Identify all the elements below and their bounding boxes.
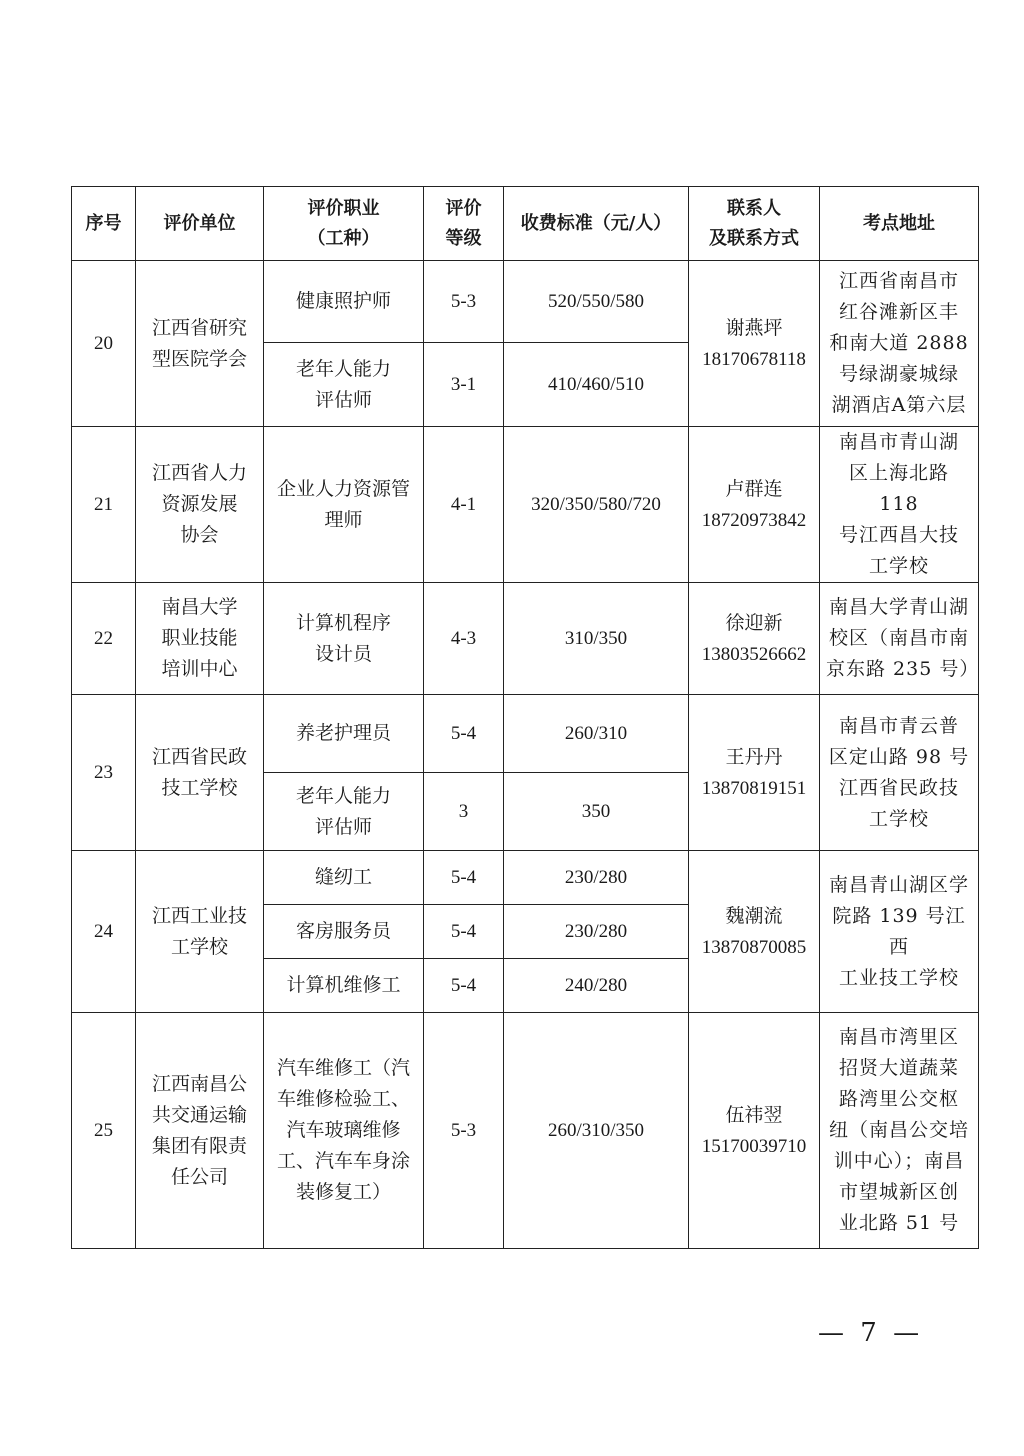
cell-occupation: 养老护理员 bbox=[264, 695, 424, 773]
contact-phone: 18170678118 bbox=[702, 348, 806, 370]
cell-level: 5-4 bbox=[424, 851, 504, 905]
cell-unit: 江西省民政 技工学校 bbox=[136, 695, 264, 851]
header-row bbox=[72, 187, 979, 261]
cell-level: 5-4 bbox=[424, 959, 504, 1013]
header-level: 评价 等级 bbox=[424, 187, 504, 261]
cell-contact bbox=[689, 261, 820, 427]
cell-contact bbox=[689, 583, 820, 695]
cell-fee: 520/550/580 bbox=[504, 261, 689, 343]
table-row bbox=[72, 261, 979, 343]
contact-name: 谢燕坪 bbox=[725, 317, 783, 339]
cell-fee: 320/350/580/720 bbox=[504, 427, 689, 583]
cell-level: 5-3 bbox=[424, 1013, 504, 1249]
cell-fee: 260/310/350 bbox=[504, 1013, 689, 1249]
contact-name: 魏潮流 bbox=[725, 905, 783, 927]
contact-name: 卢群连 bbox=[725, 478, 783, 500]
cell-unit: 江西省人力 资源发展 协会 bbox=[136, 427, 264, 583]
cell-level: 5-4 bbox=[424, 905, 504, 959]
header-address: 考点地址 bbox=[820, 187, 979, 261]
cell-address: 南昌市湾里区 招贤大道蔬菜 路湾里公交枢 纽（南昌公交培 训中心）；南昌 市望城新区创 业北路 51 号 bbox=[820, 1013, 979, 1249]
cell-address: 江西省南昌市 红谷滩新区丰 和南大道 2888 号绿湖豪城绿 湖酒店A第六层 bbox=[820, 261, 979, 427]
header-occupation: 评价职业 （工种） bbox=[264, 187, 424, 261]
header-seq: 序号 bbox=[72, 187, 136, 261]
cell-occupation: 计算机程序 设计员 bbox=[264, 583, 424, 695]
contact-name: 王丹丹 bbox=[725, 746, 783, 768]
cell-level: 5-3 bbox=[424, 261, 504, 343]
cell-fee: 230/280 bbox=[504, 851, 689, 905]
cell-unit: 南昌大学 职业技能 培训中心 bbox=[136, 583, 264, 695]
page-number: — 7 — bbox=[818, 1318, 924, 1348]
cell-occupation: 健康照护师 bbox=[264, 261, 424, 343]
table-row bbox=[72, 583, 979, 695]
cell-contact bbox=[689, 851, 820, 1013]
contact-name: 伍祎翌 bbox=[725, 1104, 783, 1126]
header-unit: 评价单位 bbox=[136, 187, 264, 261]
cell-seq: 21 bbox=[72, 427, 136, 583]
cell-fee: 240/280 bbox=[504, 959, 689, 1013]
cell-level: 5-4 bbox=[424, 695, 504, 773]
cell-unit: 江西工业技 工学校 bbox=[136, 851, 264, 1013]
cell-address: 南昌青山湖区学 院路 139 号江西 工业技工学校 bbox=[820, 851, 979, 1013]
cell-occupation: 客房服务员 bbox=[264, 905, 424, 959]
contact-phone: 13803526662 bbox=[701, 643, 807, 665]
cell-fee: 230/280 bbox=[504, 905, 689, 959]
cell-fee: 310/350 bbox=[504, 583, 689, 695]
header-contact: 联系人 及联系方式 bbox=[689, 187, 820, 261]
cell-occupation: 老年人能力 评估师 bbox=[264, 773, 424, 851]
table-row bbox=[72, 427, 979, 583]
table-row bbox=[72, 851, 979, 905]
cell-contact bbox=[689, 1013, 820, 1249]
evaluation-table bbox=[71, 186, 979, 1249]
cell-address: 南昌市青山湖 区上海北路 118 号江西昌大技 工学校 bbox=[820, 427, 979, 583]
contact-phone: 13870819151 bbox=[701, 777, 807, 799]
table-row bbox=[72, 1013, 979, 1249]
cell-level: 3-1 bbox=[424, 343, 504, 427]
cell-seq: 23 bbox=[72, 695, 136, 851]
cell-level: 3 bbox=[424, 773, 504, 851]
cell-contact bbox=[689, 695, 820, 851]
cell-occupation: 企业人力资源管 理师 bbox=[264, 427, 424, 583]
contact-phone: 15170039710 bbox=[701, 1135, 807, 1157]
cell-occupation: 老年人能力 评估师 bbox=[264, 343, 424, 427]
cell-level: 4-3 bbox=[424, 583, 504, 695]
contact-phone: 18720973842 bbox=[701, 509, 807, 531]
cell-occupation: 汽车维修工（汽 车维修检验工、 汽车玻璃维修 工、汽车车身涂 装修复工） bbox=[264, 1013, 424, 1249]
cell-fee: 350 bbox=[504, 773, 689, 851]
cell-contact bbox=[689, 427, 820, 583]
cell-fee: 410/460/510 bbox=[504, 343, 689, 427]
cell-address: 南昌市青云普 区定山路 98 号 江西省民政技 工学校 bbox=[820, 695, 979, 851]
contact-phone: 13870870085 bbox=[701, 936, 807, 958]
cell-unit: 江西南昌公 共交通运输 集团有限责 任公司 bbox=[136, 1013, 264, 1249]
cell-seq: 22 bbox=[72, 583, 136, 695]
cell-seq: 20 bbox=[72, 261, 136, 427]
header-fee: 收费标准（元/人） bbox=[504, 187, 689, 261]
cell-occupation: 缝纫工 bbox=[264, 851, 424, 905]
cell-fee: 260/310 bbox=[504, 695, 689, 773]
cell-seq: 24 bbox=[72, 851, 136, 1013]
cell-address: 南昌大学青山湖 校区（南昌市南 京东路 235 号） bbox=[820, 583, 979, 695]
cell-occupation: 计算机维修工 bbox=[264, 959, 424, 1013]
cell-level: 4-1 bbox=[424, 427, 504, 583]
contact-name: 徐迎新 bbox=[725, 612, 783, 634]
table-row bbox=[72, 695, 979, 773]
cell-unit: 江西省研究 型医院学会 bbox=[136, 261, 264, 427]
cell-seq: 25 bbox=[72, 1013, 136, 1249]
table-body bbox=[72, 261, 979, 1249]
